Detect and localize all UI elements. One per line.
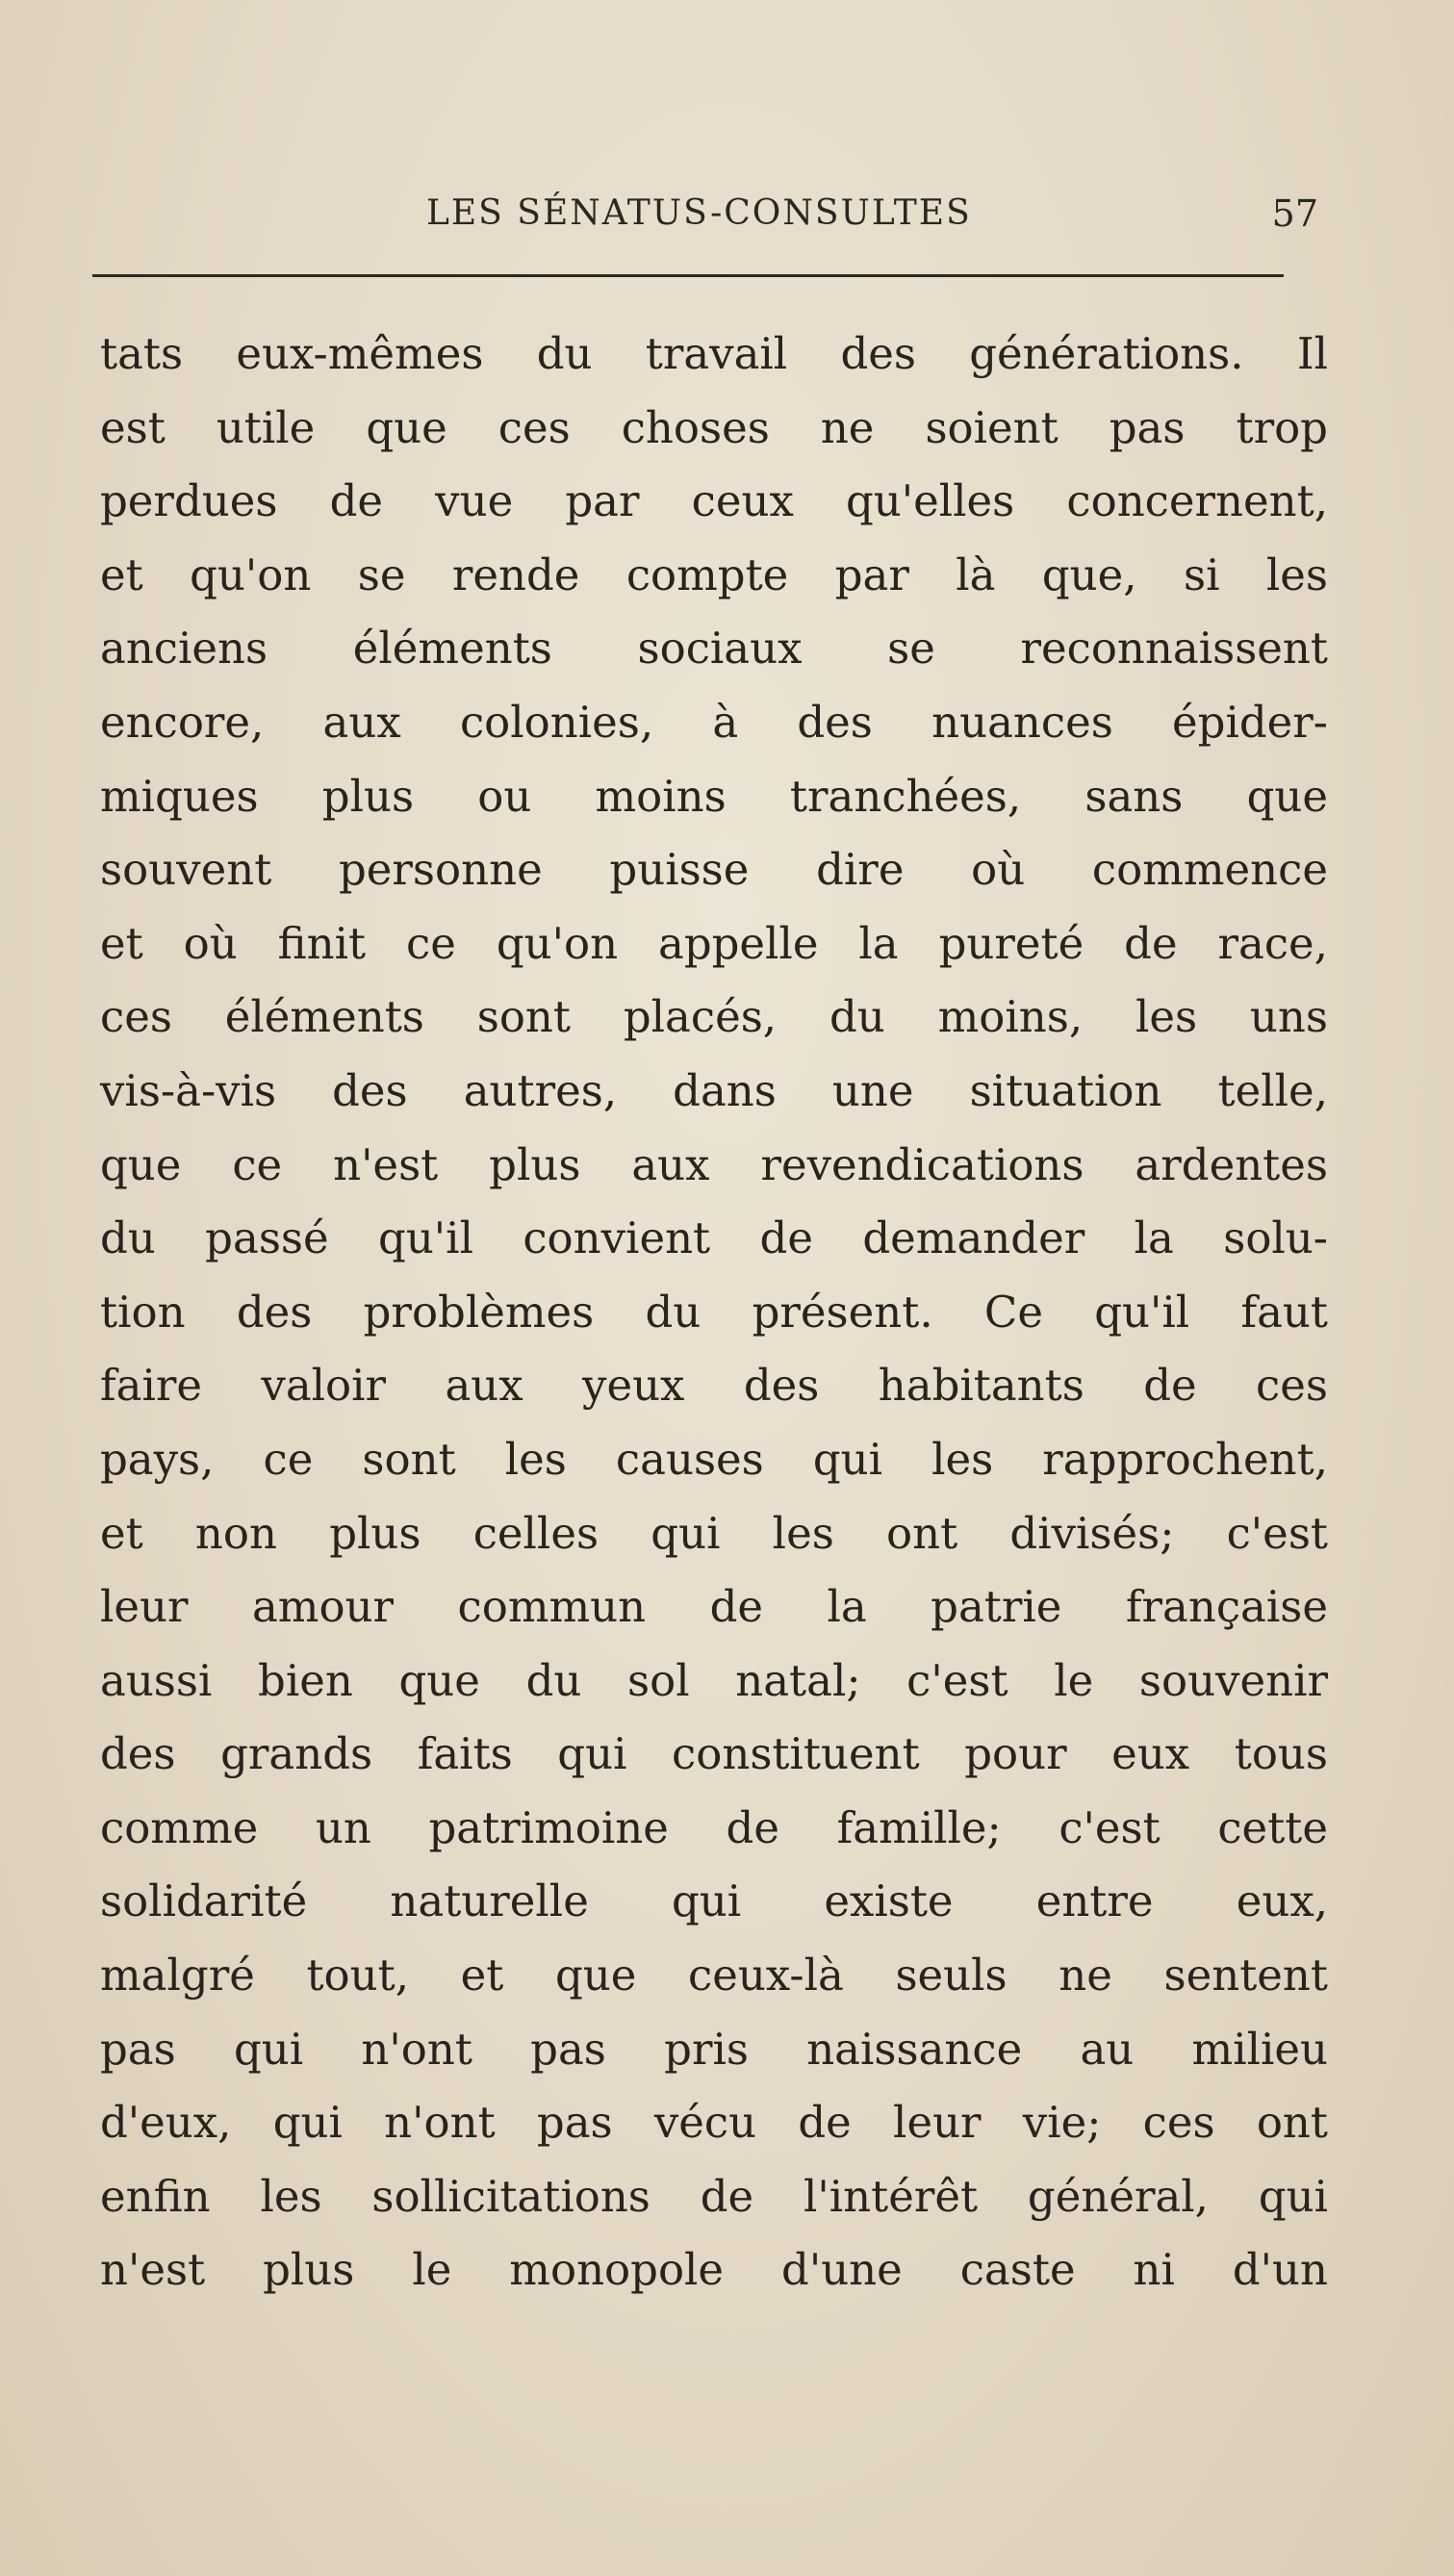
text-line: et non plus celles qui les ont divisés; c'est bbox=[100, 1507, 1328, 1559]
text-line: tion des problèmes du présent. Ce qu'il faut bbox=[100, 1286, 1328, 1338]
text-line: tats eux-mêmes du travail des générations. Il bbox=[100, 328, 1328, 379]
text-line: et où finit ce qu'on appelle la pureté de race, bbox=[100, 917, 1328, 969]
text-line: vis-à-vis des autres, dans une situation telle, bbox=[100, 1064, 1328, 1116]
text-line: aussi bien que du sol natal; c'est le souvenir bbox=[100, 1654, 1328, 1706]
text-line: faire valoir aux yeux des habitants de ces bbox=[100, 1360, 1328, 1412]
text-line: comme un patrimoine de famille; c'est cette bbox=[100, 1801, 1328, 1853]
header-rule bbox=[92, 274, 1284, 277]
body-text bbox=[100, 318, 1328, 2308]
text-line: leur amour commun de la patrie française bbox=[100, 1581, 1328, 1633]
text-line: malgré tout, et que ceux-là seuls ne sentent bbox=[100, 1950, 1328, 2002]
text-line: n'est plus le monopole d'une caste ni d'un bbox=[100, 2244, 1328, 2296]
text-line: miques plus ou moins tranchées, sans que bbox=[100, 770, 1328, 822]
page-number: 57 bbox=[1271, 192, 1318, 235]
text-line: anciens éléments sociaux se reconnaissent bbox=[100, 623, 1328, 675]
text-line: et qu'on se rende compte par là que, si les bbox=[100, 548, 1328, 600]
text-line: perdues de vue par ceux qu'elles concernent, bbox=[100, 475, 1328, 527]
text-line: ces éléments sont placés, du moins, les uns bbox=[100, 991, 1328, 1043]
text-line: est utile que ces choses ne soient pas trop bbox=[100, 401, 1328, 453]
running-title: LES SÉNATUS-CONSULTES bbox=[426, 193, 972, 233]
text-line: pays, ce sont les causes qui les rapprochent, bbox=[100, 1433, 1328, 1485]
text-line: pas qui n'ont pas pris naissance au milieu bbox=[100, 2023, 1328, 2075]
text-line: du passé qu'il convient de demander la solu- bbox=[100, 1212, 1328, 1264]
text-line: des grands faits qui constituent pour eux tous bbox=[100, 1728, 1328, 1780]
text-line: solidarité naturelle qui existe entre eux, bbox=[100, 1875, 1328, 1927]
text-line: enfin les sollicitations de l'intérêt général, qui bbox=[100, 2170, 1328, 2222]
text-line: souvent personne puisse dire où commence bbox=[100, 844, 1328, 896]
text-line: d'eux, qui n'ont pas vécu de leur vie; ces ont bbox=[100, 2097, 1328, 2149]
text-line: que ce n'est plus aux revendications ardentes bbox=[100, 1138, 1328, 1190]
page-header bbox=[96, 189, 1318, 239]
text-line: encore, aux colonies, à des nuances épider- bbox=[100, 696, 1328, 748]
